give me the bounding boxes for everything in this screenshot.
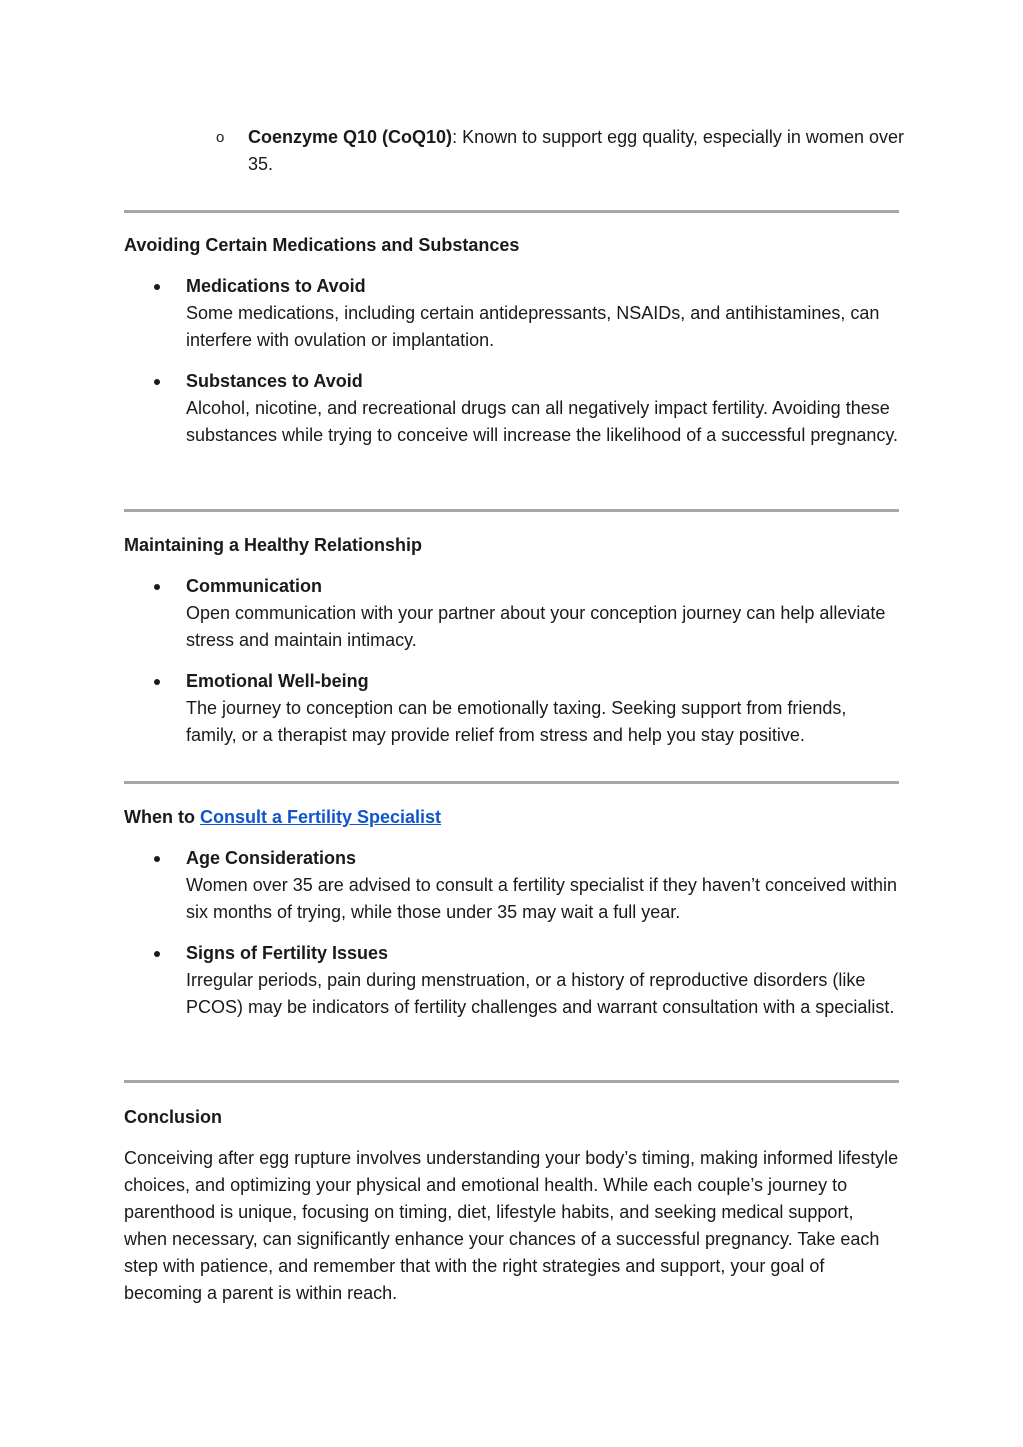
bullet-dot-icon — [154, 379, 160, 385]
bullet-list — [124, 273, 899, 449]
bullet-list — [124, 845, 899, 1021]
conclusion-paragraph: Conceiving after egg rupture involves understanding your body’s timing, making informed lifestyle choices, and optimizing your physical and emotional health. While each couple’s journey to parenthood is unique, focusing on timing, diet, lifestyle habits, and seeking medical support, when necessary, can significantly enhance your chances of a successful pregnancy. Take each step with patience, and remember that with the right strategies and support, your goal of becoming a parent is within reach. — [124, 1148, 899, 1303]
item-title: Substances to Avoid — [186, 371, 363, 391]
coq10-sub-item — [216, 124, 906, 178]
coq10-text — [248, 124, 906, 178]
item-description: The journey to conception can be emotionally taxing. Seeking support from friends, family, or a therapist may provide relief from stress and help you stay positive. — [186, 698, 847, 745]
item-description: Some medications, including certain antidepressants, NSAIDs, and antihistamines, can interfere with ovulation or implantation. — [186, 303, 880, 350]
heading-prefix: When to — [124, 807, 200, 827]
section-heading — [124, 804, 899, 831]
section-heading: Avoiding Certain Medications and Substances — [124, 235, 520, 255]
item-title: Medications to Avoid — [186, 276, 366, 296]
section-heading: Conclusion — [124, 1107, 222, 1127]
item-title: Communication — [186, 576, 323, 596]
divider-rule — [124, 509, 899, 512]
item-title: Signs of Fertility Issues — [186, 943, 389, 963]
section-specialist — [124, 804, 899, 1035]
coq10-title: Coenzyme Q10 (CoQ10) — [248, 127, 453, 147]
bullet-dot-icon — [154, 679, 160, 685]
list-item — [124, 668, 899, 749]
divider-rule — [124, 1080, 899, 1083]
item-description: Irregular periods, pain during menstruation, or a history of reproductive disorders (like PCOS) may be indicators of fertility challenges and warrant consultation with a specialist. — [186, 970, 895, 1017]
list-item — [124, 940, 899, 1021]
list-item — [124, 368, 899, 449]
circle-bullet-marker: o — [216, 129, 225, 146]
section-heading: Maintaining a Healthy Relationship — [124, 535, 423, 555]
section-relationship — [124, 532, 899, 763]
bullet-dot-icon — [154, 951, 160, 957]
list-item — [124, 845, 899, 926]
list-item — [124, 273, 899, 354]
list-item — [124, 573, 899, 654]
item-description: Open communication with your partner about your conception journey can help alleviate stress and maintain intimacy. — [186, 603, 886, 650]
fertility-specialist-link[interactable]: Consult a Fertility Specialist — [199, 807, 442, 827]
section-conclusion — [124, 1104, 899, 1307]
item-title: Emotional Well-being — [186, 671, 369, 691]
divider-rule — [124, 781, 899, 784]
bullet-dot-icon — [154, 856, 160, 862]
coq10-description: : Known to support egg quality, especially in women over 35. — [248, 127, 904, 174]
item-description: Women over 35 are advised to consult a fertility specialist if they haven’t conceived within six months of trying, while those under 35 may wait a full year. — [186, 875, 898, 922]
item-title: Age Considerations — [186, 848, 357, 868]
bullet-dot-icon — [154, 284, 160, 290]
section-avoiding — [124, 232, 899, 463]
divider-rule — [124, 210, 899, 213]
bullet-dot-icon — [154, 584, 160, 590]
item-description: Alcohol, nicotine, and recreational drugs can all negatively impact fertility. Avoiding these substances while trying to conceive will increase the likelihood of a successful pregnancy. — [186, 398, 899, 445]
bullet-list — [124, 573, 899, 749]
